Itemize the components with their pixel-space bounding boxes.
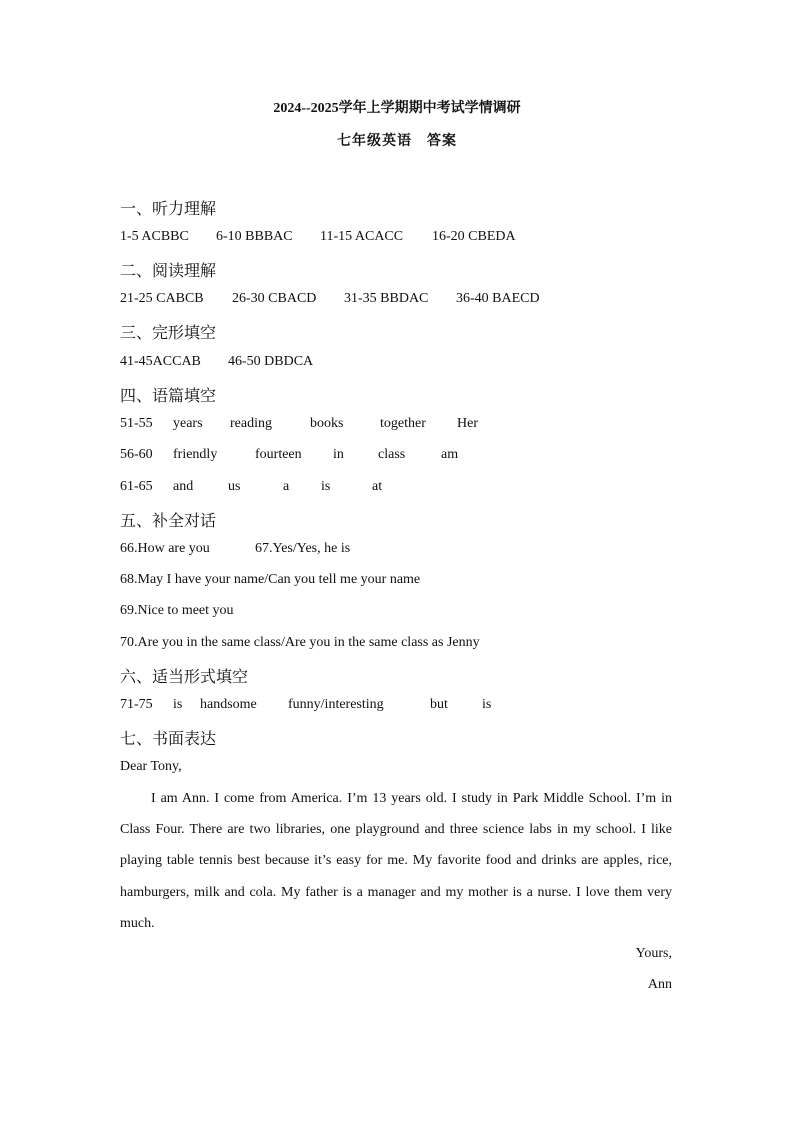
- section-heading-word-forms: 六、适当形式填空: [120, 667, 249, 686]
- answer-word: is: [173, 697, 183, 712]
- answer-word: Her: [457, 416, 478, 431]
- answer-word: funny/interesting: [288, 697, 384, 712]
- section-heading-reading: 二、阅读理解: [120, 261, 217, 280]
- letter-signature: Ann: [647, 977, 672, 992]
- letter-greeting: Dear Tony,: [120, 759, 182, 774]
- letter-body: I am Ann. I come from America. I’m 13 years old. I study in Park Middle School. I’m in Class Four. There are two libraries, one playground and three science labs in my school. I like playing table tennis best because it’s easy for me. My favorite food and drinks are apples, rice, hamburgers, milk and cola. My father is a manager and my mother is a nurse. I love them very much.: [120, 791, 672, 931]
- section-heading-passage-fill: 四、语篇填空: [120, 386, 217, 405]
- answer-group: 26-30 CBACD: [232, 291, 317, 306]
- section-heading-listening: 一、听力理解: [120, 199, 217, 218]
- answer-word: is: [321, 479, 331, 494]
- answer-group: 36-40 BAECD: [456, 291, 540, 306]
- answer-word: at: [372, 479, 383, 494]
- answer-group: 31-35 BBDAC: [344, 291, 429, 306]
- answer-word: is: [482, 697, 492, 712]
- section-heading-cloze: 三、完形填空: [120, 323, 217, 342]
- answer-word: together: [380, 416, 426, 431]
- answer-word: in: [333, 447, 344, 462]
- answer-word: friendly: [173, 447, 218, 462]
- answer-range: 56-60: [120, 447, 153, 462]
- answer-word: a: [283, 479, 290, 494]
- answer-word: us: [228, 479, 241, 494]
- dialogue-answer-70: 70.Are you in the same class/Are you in the same class as Jenny: [120, 635, 480, 650]
- section-heading-writing: 七、书面表达: [120, 729, 217, 748]
- answer-word: class: [378, 447, 406, 462]
- answer-group: 11-15 ACACC: [320, 229, 404, 244]
- dialogue-answer-68: 68.May I have your name/Can you tell me your name: [120, 572, 421, 587]
- letter-closing: Yours,: [635, 946, 672, 961]
- answer-word: am: [441, 447, 459, 462]
- answer-sentence: 67.Yes/Yes, he is: [255, 541, 351, 556]
- answer-word: fourteen: [255, 447, 302, 462]
- page-subtitle: 七年级英语 答案: [337, 134, 457, 149]
- answer-word: books: [310, 416, 344, 431]
- answer-group: 46-50 DBDCA: [228, 354, 314, 369]
- answer-word: years: [173, 416, 203, 431]
- answer-range: 71-75: [120, 697, 153, 712]
- answer-group: 21-25 CABCB: [120, 291, 204, 306]
- answer-group: 1-5 ACBBC: [120, 229, 189, 244]
- answer-range: 61-65: [120, 479, 153, 494]
- answer-word: but: [430, 697, 448, 712]
- answer-word: reading: [230, 416, 272, 431]
- answer-word: and: [173, 479, 194, 494]
- page-title: 2024--2025学年上学期期中考试学情调研: [273, 101, 521, 116]
- section-heading-dialogue: 五、补全对话: [120, 511, 217, 530]
- answer-range: 51-55: [120, 416, 153, 431]
- answer-group: 6-10 BBBAC: [216, 229, 293, 244]
- answer-group: 41-45ACCAB: [120, 354, 201, 369]
- answer-word: handsome: [200, 697, 257, 712]
- answer-sentence: 66.How are you: [120, 541, 210, 556]
- dialogue-answer-69: 69.Nice to meet you: [120, 603, 234, 618]
- answer-group: 16-20 CBEDA: [432, 229, 516, 244]
